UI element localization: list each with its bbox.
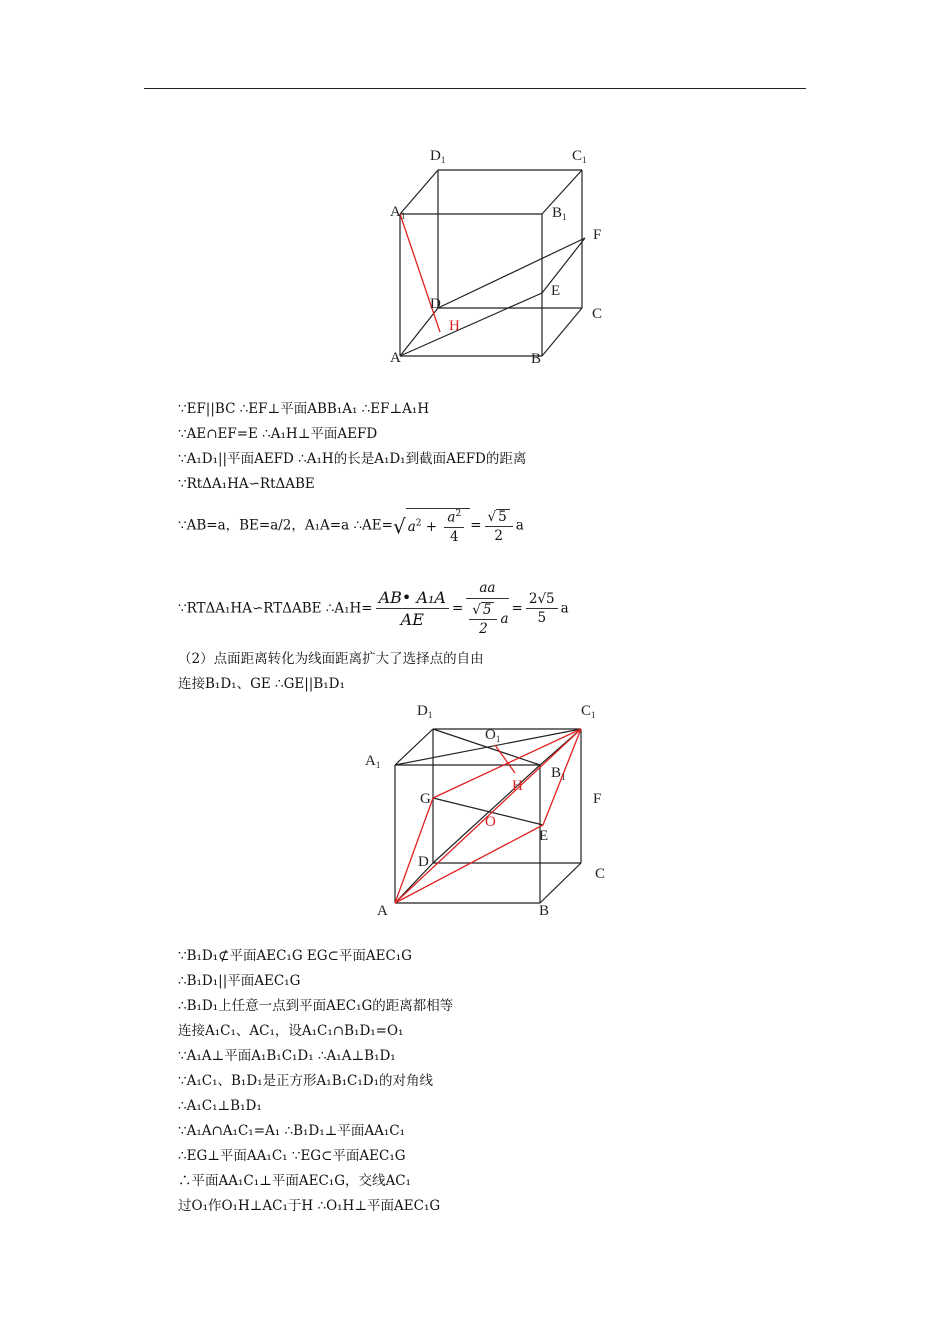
label-C: C — [595, 866, 606, 882]
line6-prefix: ∵RTΔA₁HA∽RTΔABE ∴A₁H= — [178, 600, 373, 617]
proof-line-6: ∵RTΔA₁HA∽RTΔABE ∴A₁H= $\frac{\text{AB• A₁A}}{AE}$ = aa $\frac{√ 5}{2}$ a = $\frac{2√5}{5}$ a — [178, 580, 569, 637]
proof-line-15: ∴A₁C₁⊥B₁D₁ — [178, 1098, 262, 1114]
sqrt-expression: $a^2$ + $\frac{a^2}{4}$ — [406, 508, 471, 545]
proof-line-16: ∵A₁A∩A₁C₁=A₁ ∴B₁D₁⊥平面AA₁C₁ — [178, 1123, 405, 1139]
proof-line-5: ∵AB=a，BE=a/2，A₁A=a ∴AE=√ $a^2$ + $\frac{a^2}{4}$ = $\frac{√ 5}{2}$ a — [178, 508, 524, 545]
proof-line-17: ∴EG⊥平面AA₁C₁ ∵EG⊂平面AEC₁G — [178, 1148, 406, 1164]
label-F: F — [593, 791, 602, 807]
label-E: E — [539, 828, 549, 844]
label-C: C — [592, 306, 603, 322]
proof-line-19: 过O₁作O₁H⊥AC₁于H ∴O₁H⊥平面AEC₁G — [178, 1198, 441, 1214]
label-A: A — [377, 903, 388, 919]
label-D1: $D_1$ — [430, 148, 446, 165]
proof-line-10: ∴B₁D₁||平面AEC₁G — [178, 973, 301, 989]
proof-line-14: ∵A₁C₁、B₁D₁是正方形A₁B₁C₁D₁的对角线 — [178, 1073, 434, 1089]
proof-line-9: ∵B₁D₁⊄平面AEC₁G EG⊂平面AEC₁G — [178, 948, 412, 964]
label-A1: $A_1$ — [365, 753, 381, 770]
label-D: D — [418, 854, 429, 870]
proof-line-11: ∴B₁D₁上任意一点到平面AEC₁G的距离都相等 — [178, 998, 454, 1014]
label-O1: $O_1$ — [485, 727, 501, 744]
label-C1: $C_1$ — [572, 148, 587, 165]
proof-line-18: ∴平面AA₁C₁⊥平面AEC₁G，交线AC₁ — [178, 1173, 411, 1189]
label-B1: $B_1$ — [552, 205, 567, 222]
label-G: G — [420, 791, 431, 807]
proof-line-8: 连接B₁D₁、GE ∴GE||B₁D₁ — [178, 676, 345, 692]
label-B: B — [539, 903, 550, 919]
proof-line-13: ∵A₁A⊥平面A₁B₁C₁D₁ ∴A₁A⊥B₁D₁ — [178, 1048, 396, 1064]
cube-figure-2 — [355, 695, 625, 925]
cube-figure-1 — [380, 140, 620, 375]
proof-line-3: ∵A₁D₁||平面AEFD ∴A₁H的长是A₁D₁到截面AEFD的距离 — [178, 451, 527, 467]
label-A: A — [390, 350, 401, 366]
line5-prefix: ∵AB=a，BE=a/2，A₁A=a ∴AE= — [178, 517, 393, 534]
label-O: O — [485, 814, 496, 830]
label-H: H — [512, 778, 523, 794]
proof-line-12: 连接A₁C₁、AC₁，设A₁C₁∩B₁D₁=O₁ — [178, 1023, 404, 1039]
label-D1: $D_1$ — [417, 703, 433, 720]
label-D: D — [430, 296, 441, 312]
proof-line-1: ∵EF||BC ∴EF⊥平面ABB₁A₁ ∴EF⊥A₁H — [178, 401, 430, 417]
proof-line-4: ∵RtΔA₁HA∽RtΔABE — [178, 476, 315, 492]
label-F: F — [593, 227, 602, 243]
header-rule — [144, 88, 806, 89]
label-H: H — [449, 318, 460, 334]
label-A1: $A_1$ — [390, 204, 406, 221]
proof-line-2: ∵AE∩EF=E ∴A₁H⊥平面AEFD — [178, 426, 378, 442]
label-B: B — [531, 351, 542, 367]
label-B1: $B_1$ — [551, 765, 566, 782]
proof-line-7: （2）点面距离转化为线面距离扩大了选择点的自由 — [178, 651, 484, 667]
label-E: E — [551, 283, 561, 299]
label-C1: $C_1$ — [581, 703, 596, 720]
